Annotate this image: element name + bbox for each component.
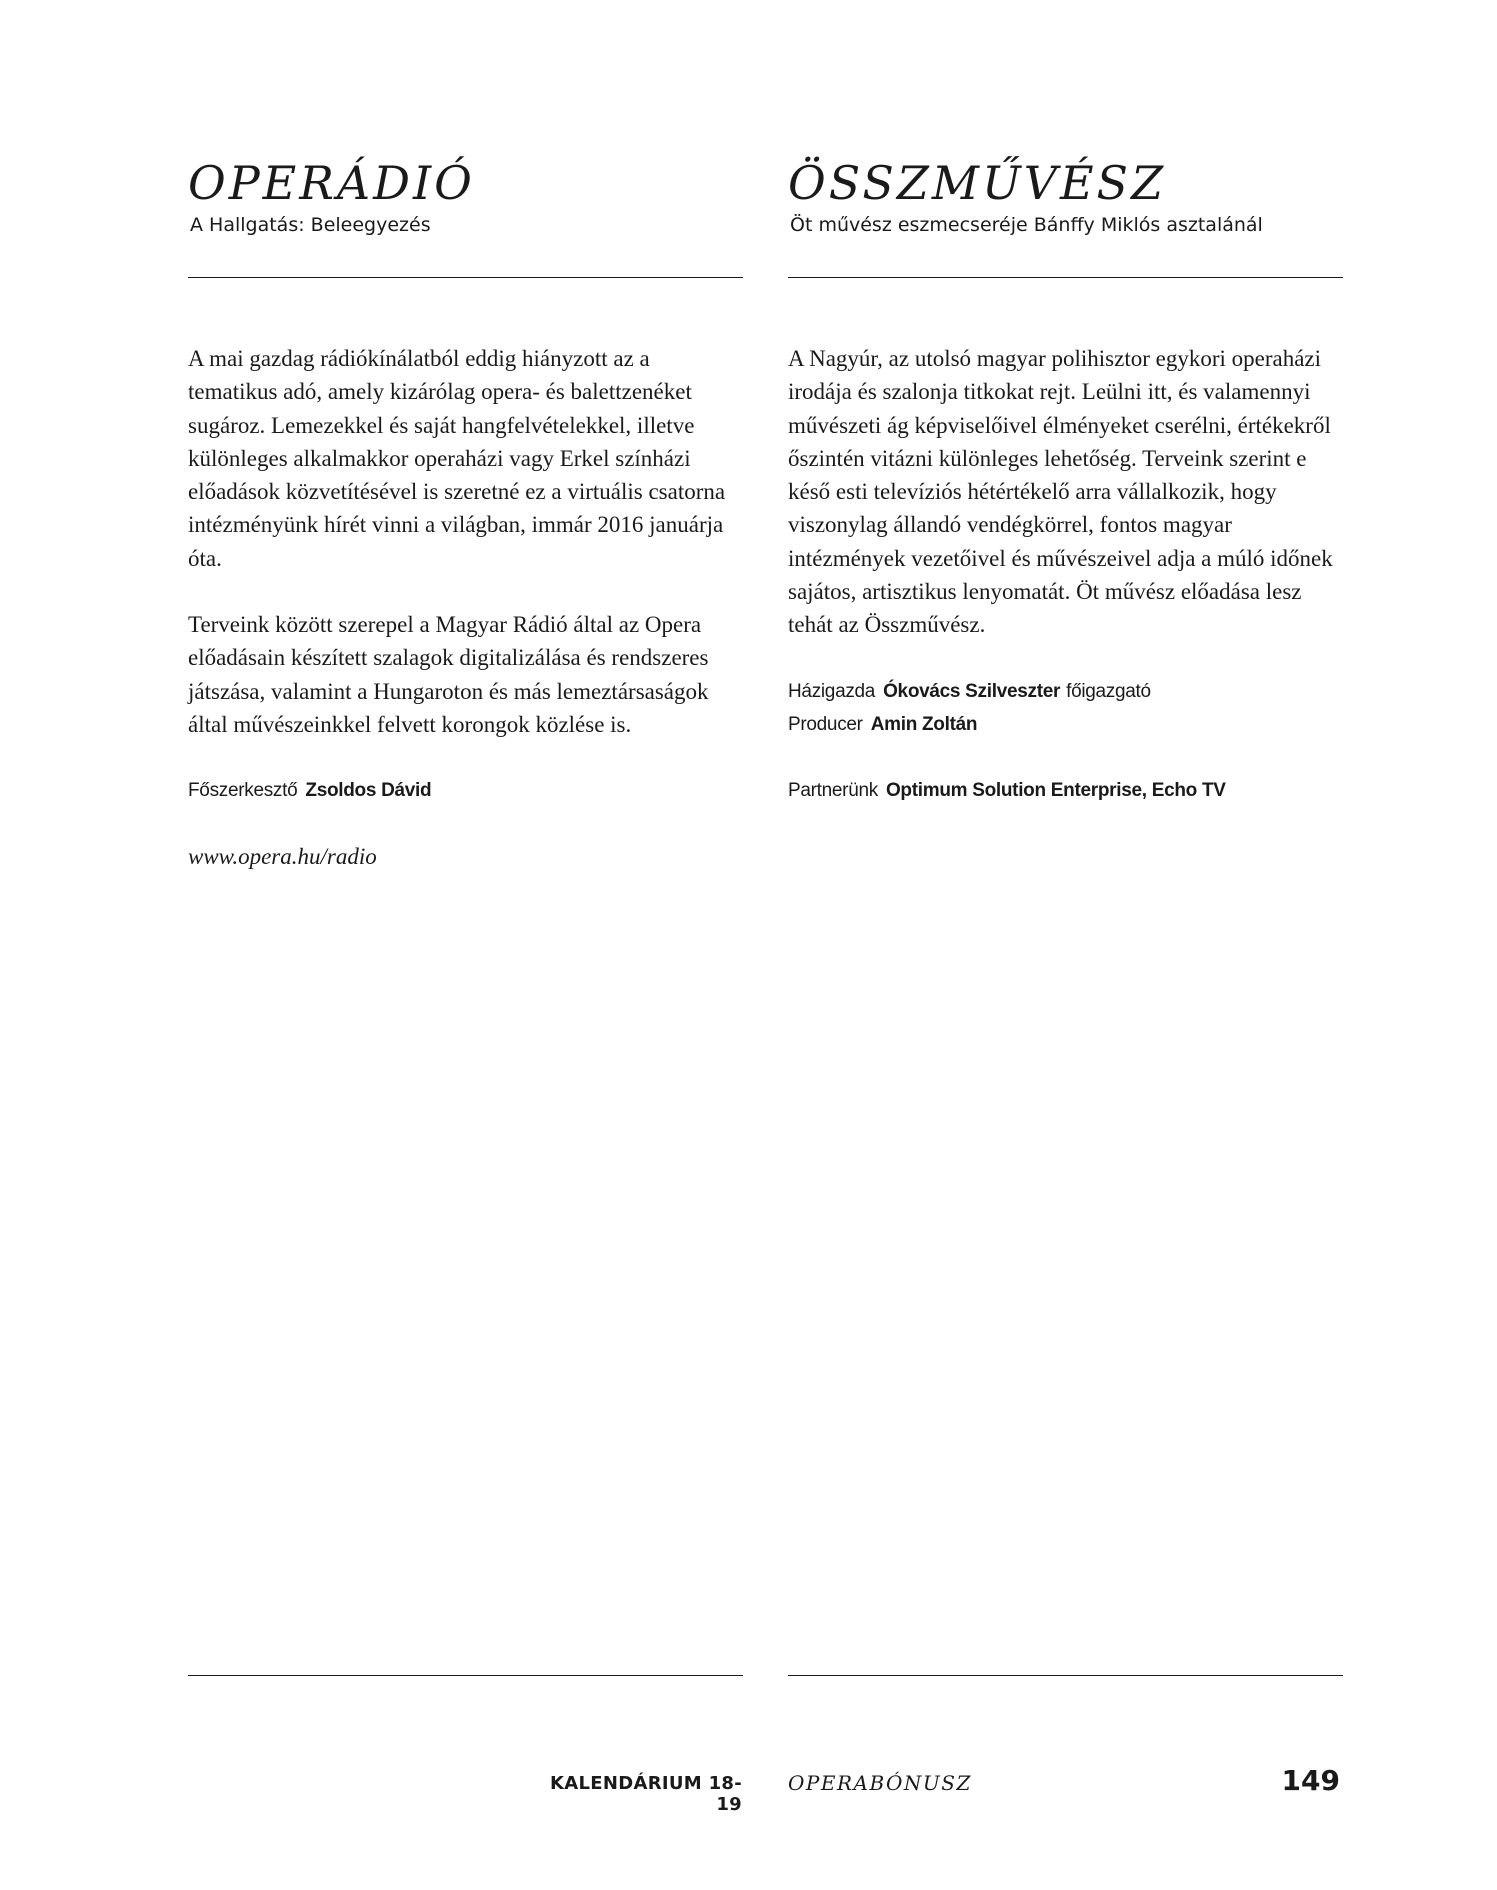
left-credit xyxy=(188,774,743,807)
left-column-header xyxy=(188,155,743,237)
left-bottom-divider xyxy=(188,1675,743,1676)
footer-section: OPERABÓNUSZ xyxy=(788,1771,972,1795)
right-title: ÖSSZMŰVÉSZ xyxy=(788,156,1167,210)
credit-name: Amin Zoltán xyxy=(870,713,978,735)
partner-name: Optimum Solution Enterprise, Echo TV xyxy=(885,779,1226,801)
right-paragraph-1: A Nagyúr, az utolsó magyar polihisztor egykori operaházi irodája és szalonja titkokat rejt. Leülni itt, és valamennyi művészeti ág képviselőivel élményeket cserélni, értékekről őszintén vitázni különleges lehetőség. Terveink szerint e késő esti televíziós hétértékelő arra vállalkozik, hogy viszonylag állandó vendégkörrel, fontos magyar intézmények vezetőivel és művészeivel adja a múló időnek sajátos, artisztikus lenyomatát. Öt művész előadása lesz tehát az Összművész. xyxy=(788,346,1333,638)
credit-role: Producer xyxy=(788,713,863,735)
right-partner xyxy=(788,774,1343,807)
left-paragraph-2: Terveink között szerepel a Magyar Rádió által az Opera előadásain készített szalagok digitalizálása és rendszeres játszása, valamint a Hungaroton és más lemeztársaságok által művészeinkkel felvett korongok közlése is. xyxy=(188,612,709,737)
credit-name: Zsoldos Dávid xyxy=(305,780,432,802)
page-number: 149 xyxy=(1281,1764,1340,1797)
left-article-body xyxy=(188,342,743,873)
radio-url-link[interactable]: www.opera.hu/radio xyxy=(188,844,377,870)
right-credit-host xyxy=(788,675,1343,708)
credit-role: Házigazda xyxy=(788,680,876,702)
right-article-body xyxy=(788,342,1343,807)
credit-title: főigazgató xyxy=(1066,680,1151,702)
right-credit-producer xyxy=(788,708,1343,741)
right-column-header xyxy=(788,155,1343,237)
credit-name: Ókovács Szilveszter xyxy=(883,680,1061,702)
partner-role: Partnerünk xyxy=(788,779,878,801)
right-bottom-divider xyxy=(788,1675,1343,1676)
footer-brand: KALENDÁRIUM 18-19 xyxy=(550,1773,742,1815)
left-paragraph-1: A mai gazdag rádiókínálatból eddig hiányzott az a tematikus adó, amely kizárólag opera- és balettzenéket sugároz. Lemezekkel és saját hangfelvételekkel, illetve különleges alkalmakkor operaházi vagy Erkel színházi előadások közvetítésével is szeretné ez a virtuális csatorna intézményünk hírét vinni a világban, immár 2016 januárja óta. xyxy=(188,346,726,571)
right-subtitle: Öt művész eszmecseréje Bánffy Miklós asztalánál xyxy=(790,214,1263,236)
right-top-divider xyxy=(788,277,1343,278)
left-subtitle: A Hallgatás: Beleegyezés xyxy=(190,214,431,236)
left-title: OPERÁDIÓ xyxy=(188,156,475,210)
left-top-divider xyxy=(188,277,743,278)
credit-role: Főszerkesztő xyxy=(188,780,298,802)
